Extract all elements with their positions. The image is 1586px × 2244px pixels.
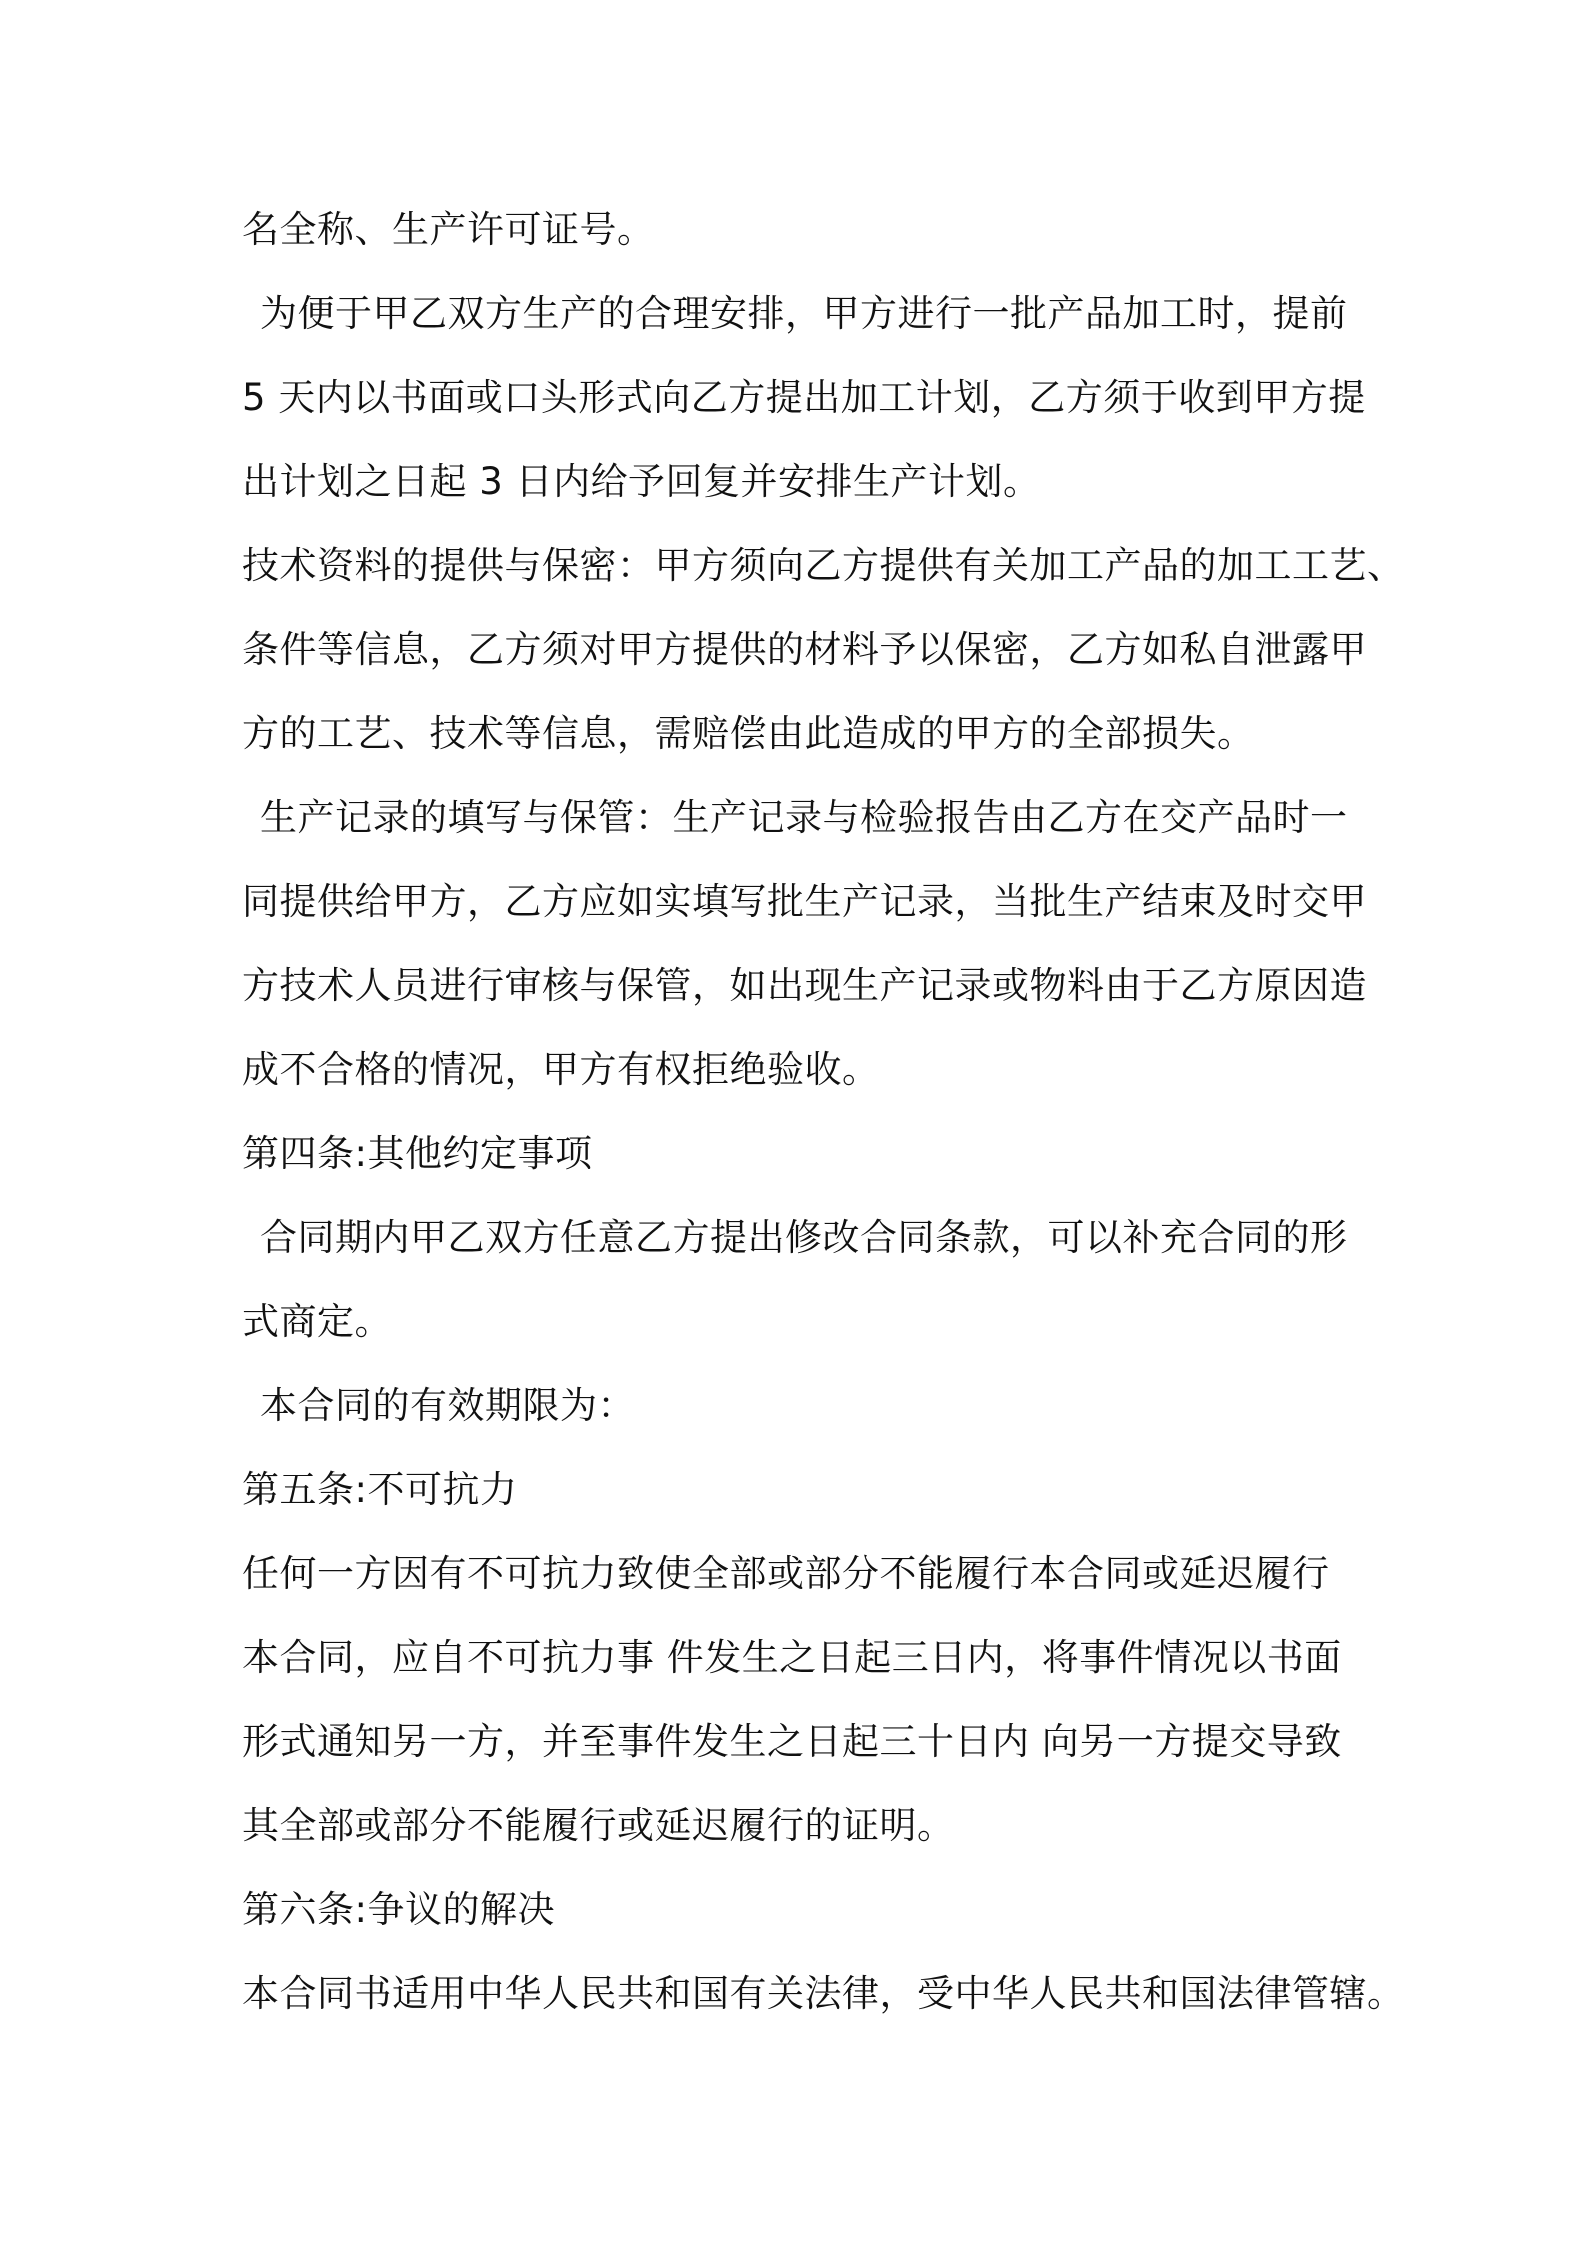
text-line: 名全称、生产许可证号。 [242, 208, 655, 251]
document-body [242, 188, 1405, 2036]
text-line: 方技术人员进行审核与保管，如出现生产记录或物料由于乙方原因造 [242, 964, 1367, 1007]
paragraph-production-plan: 为便于甲乙双方生产的合理安排，甲方进行一批产品加工时，提前 [260, 292, 1348, 335]
section-heading-article-6: 第六条:争议的解决 [242, 1888, 555, 1931]
section-heading-article-5: 第五条:不可抗力 [242, 1468, 518, 1511]
paragraph-force-majeure: 任何一方因有不可抗力致使全部或部分不能履行本合同或延迟履行 [242, 1552, 1330, 1595]
section-heading-article-4: 第四条:其他约定事项 [242, 1132, 593, 1175]
text-line: 5 天内以书面或口头形式向乙方提出加工计划，乙方须于收到甲方提 [242, 376, 1366, 419]
paragraph-governing-law: 本合同书适用中华人民共和国有关法律，受中华人民共和国法律管辖。 [242, 1972, 1405, 2015]
text-line: 出计划之日起 3 日内给予回复并安排生产计划。 [242, 460, 1041, 503]
paragraph-production-records: 生产记录的填写与保管：生产记录与检验报告由乙方在交产品时一 [260, 796, 1348, 839]
text-line: 形式通知另一方，并至事件发生之日起三十日内 向另一方提交导致 [242, 1720, 1342, 1763]
text-line: 成不合格的情况，甲方有权拒绝验收。 [242, 1048, 880, 1091]
text-line: 方的工艺、技术等信息，需赔偿由此造成的甲方的全部损失。 [242, 712, 1255, 755]
text-line: 其全部或部分不能履行或延迟履行的证明。 [242, 1804, 955, 1847]
text-line: 本合同，应自不可抗力事 件发生之日起三日内，将事件情况以书面 [242, 1636, 1342, 1679]
text-line: 同提供给甲方，乙方应如实填写批生产记录，当批生产结束及时交甲 [242, 880, 1367, 923]
text-line: 式商定。 [242, 1300, 392, 1343]
paragraph-tech-confidentiality: 技术资料的提供与保密：甲方须向乙方提供有关加工产品的加工工艺、 [242, 544, 1405, 587]
text-line: 条件等信息，乙方须对甲方提供的材料予以保密，乙方如私自泄露甲 [242, 628, 1367, 671]
paragraph-validity-period: 本合同的有效期限为： [260, 1384, 635, 1427]
paragraph-contract-amendment: 合同期内甲乙双方任意乙方提出修改合同条款，可以补充合同的形 [260, 1216, 1348, 1259]
